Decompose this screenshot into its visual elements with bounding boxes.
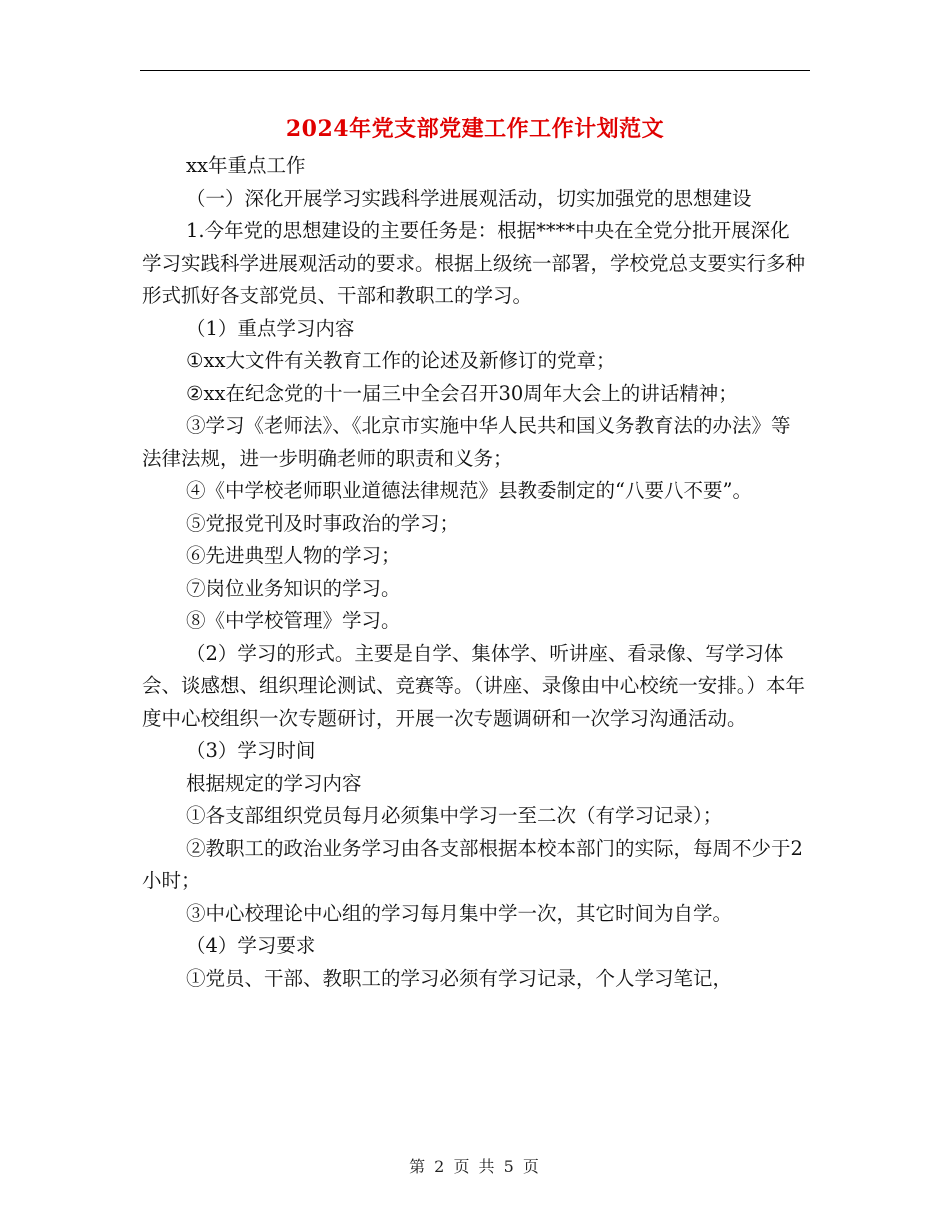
paragraph: （一）深化开展学习实践科学进展观活动，切实加强党的思想建设 — [186, 186, 752, 210]
paragraph: （2）学习的形式。主要是自学、集体学、听讲座、看录像、写学习体会、谈感想、组织理论测试、竞赛等。（讲座、录像由中心校统一安排。）本年度中心校组织一次专题研讨，开展一次专题调研和一次学习沟通活动。 — [142, 641, 806, 730]
paragraph: ⑤党报党刊及时事政治的学习； — [186, 511, 460, 535]
paragraph: （4）学习要求 — [186, 934, 316, 957]
paragraph: 1.今年党的思想建设的主要任务是：根据****中央在全党分批开展深化学习实践科学进展观活动的要求。根据上级统一部署，学校党总支要实行多种形式抓好各支部党员、干部和教职工的学习。 — [142, 219, 806, 307]
paragraph: ②教职工的政治业务学习由各支部根据本校本部门的实际，每周不少于2小时； — [142, 836, 803, 892]
paragraph: （1）重点学习内容 — [186, 316, 355, 340]
paragraph: ③学习《老师法》、《北京市实施中华人民共和国义务教育法的办法》等法律法规，进一步明确老师的职责和义务； — [142, 414, 791, 470]
paragraph: ④《中学校老师职业道德法律规范》县教委制定的“八要八不要”。 — [186, 479, 752, 502]
header-rule — [140, 70, 810, 71]
document-title: 2024年党支部党建工作工作计划范文 — [285, 116, 665, 142]
page-number: 第 2 页 共 5 页 — [409, 1157, 541, 1176]
paragraph: ①xx大文件有关教育工作的论述及新修订的党章； — [186, 349, 616, 372]
paragraph: ⑧《中学校管理》学习。 — [186, 609, 401, 632]
paragraph: ②xx在纪念党的十一届三中全会召开30周年大会上的讲话精神； — [186, 381, 738, 405]
paragraph: ③中心校理论中心组的学习每月集中学一次，其它时间为自学。 — [186, 901, 733, 925]
paragraph: ①党员、干部、教职工的学习必须有学习记录，个人学习笔记， — [186, 966, 733, 990]
paragraph: ①各支部组织党员每月必须集中学习一至二次（有学习记录）； — [186, 804, 723, 827]
paragraph: xx年重点工作 — [186, 154, 306, 177]
paragraph: ⑥先进典型人物的学习； — [186, 544, 401, 567]
paragraph: ⑦岗位业务知识的学习。 — [186, 576, 401, 600]
paragraph: 根据规定的学习内容 — [186, 771, 362, 795]
document-body — [142, 150, 808, 995]
paragraph: （3）学习时间 — [186, 739, 316, 762]
